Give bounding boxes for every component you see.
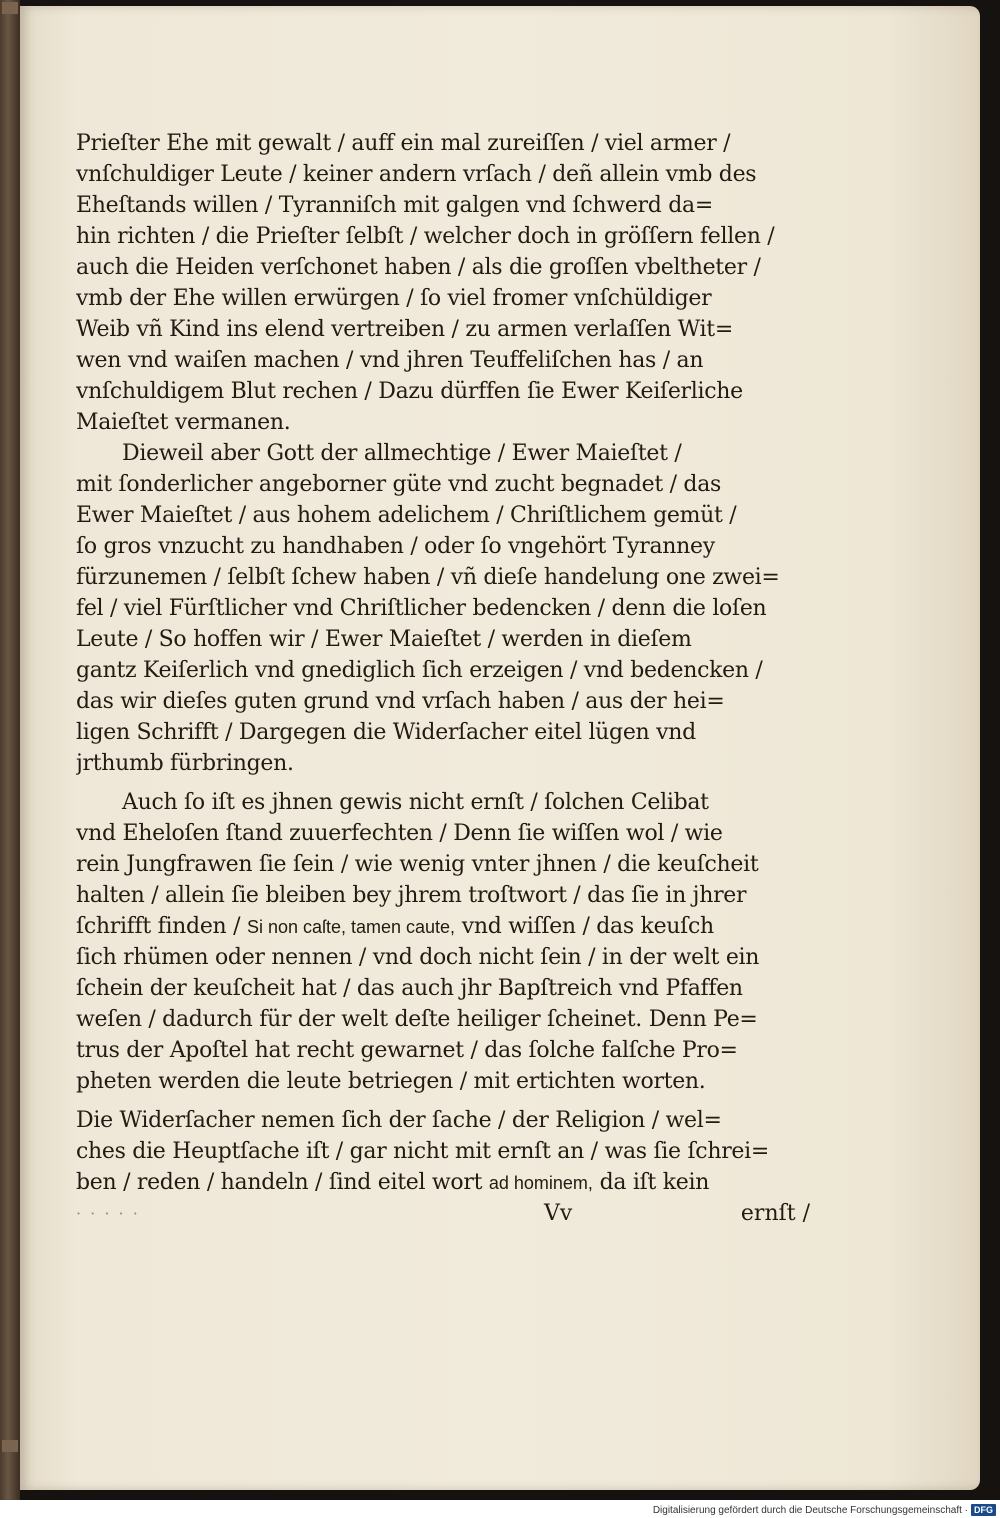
spine-mark-top xyxy=(2,2,18,14)
text-line: Die Widerſacher nemen ſich der ſache / der Religion / wel= xyxy=(76,1108,722,1133)
text-segment: ben / reden / handeln / ſind eitel wort xyxy=(76,1170,483,1195)
text-line: fel / viel Fürſtlicher vnd Chriſtlicher bedencken / denn die loſen xyxy=(76,596,767,621)
signature-mark: Vv xyxy=(544,1201,573,1226)
signature-row xyxy=(76,1198,816,1229)
text-line: wen vnd waiſen machen / vnd jhren Teuffeliſchen has / an xyxy=(76,348,704,373)
text-line: trus der Apoſtel hat recht gewarnet / das ſolche falſche Pro= xyxy=(76,1038,738,1063)
text-line: Maieſtet vermanen. xyxy=(76,410,291,435)
text-line: auch die Heiden verſchonet haben / als die groſſen vbeltheter / xyxy=(76,255,761,280)
page-text xyxy=(76,128,816,1229)
text-line: weſen / dadurch für der welt deſte heiliger ſcheinet. Denn Pe= xyxy=(76,1007,758,1032)
text-line: ligen Schrifft / Dargegen die Widerſacher eitel lügen vnd xyxy=(76,720,696,745)
text-line: jrthumb fürbringen. xyxy=(76,751,294,776)
text-line: ſo gros vnzucht zu handhaben / oder ſo vngehört Tyranney xyxy=(76,534,715,559)
text-line: Dieweil aber Gott der allmechtige / Ewer Maieſtet / xyxy=(122,441,682,466)
text-line: gantz Keiſerlich vnd gnediglich ſich erzeigen / vnd bedencken / xyxy=(76,658,763,683)
text-line: Ewer Maieſtet / aus hohem adelichem / Chriſtlichem gemüt / xyxy=(76,503,737,528)
spine-mark-bottom xyxy=(2,1440,18,1452)
text-line: rein Jungfrawen ſie ſein / wie wenig vnter jhnen / die keuſcheit xyxy=(76,852,759,877)
dfg-logo: DFG xyxy=(971,1504,996,1516)
latin-phrase: ad hominem, xyxy=(488,1173,593,1193)
book-edge xyxy=(0,0,20,1500)
text-line: Auch ſo iſt es jhnen gewis nicht ernſt / ſolchen Celibat xyxy=(122,790,709,815)
paragraph-gap xyxy=(76,1097,816,1105)
catchword: ernſt / xyxy=(740,1201,810,1226)
text-line: hin richten / die Prieſter ſelbſt / welcher doch in gröſſern fellen / xyxy=(76,224,775,249)
book-page xyxy=(20,6,980,1490)
text-line: vmb der Ehe willen erwürgen / ſo viel fromer vnſchüldiger xyxy=(76,286,712,311)
text-line: Leute / So hoffen wir / Ewer Maieſtet / werden in dieſem xyxy=(76,627,692,652)
text-line: ſich rhümen oder nennen / vnd doch nicht ſein / in der welt ein xyxy=(76,945,760,970)
latin-phrase: Si non caſte, tamen caute, xyxy=(246,917,456,937)
text-line: Prieſter Ehe mit gewalt / auff ein mal zureiſſen / viel armer / xyxy=(76,131,731,156)
text-segment: da iſt kein xyxy=(599,1170,710,1195)
text-segment: vnd wiſſen / das keuſch xyxy=(461,914,714,939)
text-line-with-latin xyxy=(76,911,816,942)
text-line-with-latin xyxy=(76,1167,816,1198)
faint-marks: · · · · · xyxy=(76,1204,140,1223)
text-line: vnd Eheloſen ſtand zuuerfechten / Denn ſie wiſſen wol / wie xyxy=(76,821,723,846)
text-line: mit ſonderlicher angeborner güte vnd zucht begnadet / das xyxy=(76,472,721,497)
text-line: Weib vñ Kind ins elend vertreiben / zu armen verlaſſen Wit= xyxy=(76,317,733,342)
text-line: Eheſtands willen / Tyranniſch mit galgen vnd ſchwerd da= xyxy=(76,193,713,218)
credit-text: Digitalisierung gefördert durch die Deutsche Forschungsgemeinschaft · xyxy=(652,1504,968,1516)
text-segment: ſchrifft finden / xyxy=(76,914,241,939)
text-line: vnſchuldigem Blut rechen / Dazu dürffen ſie Ewer Keiſerliche xyxy=(76,379,743,404)
text-line: halten / allein ſie bleiben bey jhrem troſtwort / das ſie in jhrer xyxy=(76,883,747,908)
paragraph-gap xyxy=(76,779,816,787)
text-line: pheten werden die leute betriegen / mit ertichten worten. xyxy=(76,1069,706,1094)
text-line: ſchein der keuſcheit hat / das auch jhr Bapſtreich vnd Pfaffen xyxy=(76,976,743,1001)
text-line: das wir dieſes guten grund vnd vrſach haben / aus der hei= xyxy=(76,689,725,714)
digitization-credit xyxy=(653,1503,996,1517)
text-line: ches die Heuptſache iſt / gar nicht mit ernſt an / was ſie ſchrei= xyxy=(76,1139,769,1164)
text-line: vnſchuldiger Leute / keiner andern vrſach / deñ allein vmb des xyxy=(76,162,757,187)
text-line: fürzunemen / ſelbſt ſchew haben / vñ dieſe handelung one zwei= xyxy=(76,565,780,590)
